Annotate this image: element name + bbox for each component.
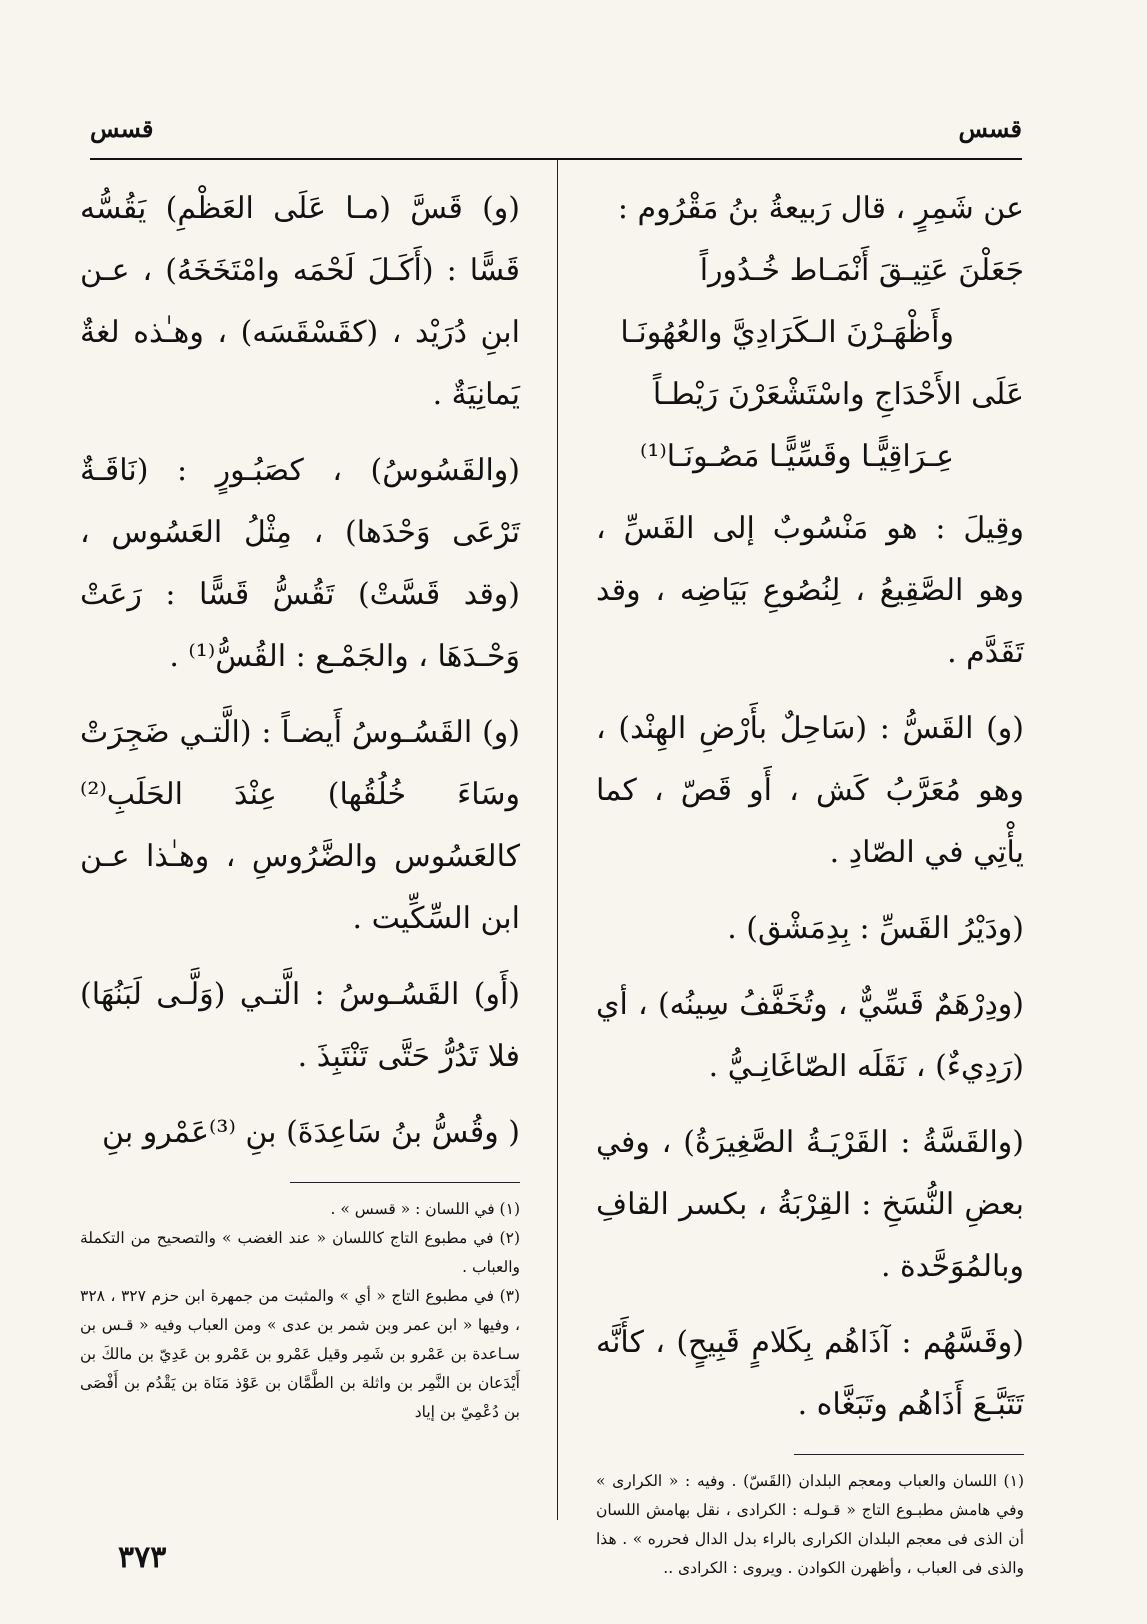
right-column bbox=[596, 178, 1024, 1583]
left-footnote-3: (٣) في مطبوع التاج « أي » والمثبت من جمهرة ابن حزم ٣٢٧ ، ٣٢٨ ، وفيها « ابن عمر وبن شمر بن عدى » ومن العباب وفيه « قـس بن سـاعدة بن عَمْرو بن شَمِر وقيل عَمْرو بن عَمْرو بن عَدِيّ بن مالكَ بن أَيْدَعان بن النَّمِر بن واثلة بن الطَّمَّان بن عَوْذ مَنَاة بن يَقْدُم بن أَفْصَى بن دُعْمِيّ بن إياد bbox=[80, 1287, 521, 1421]
footnote-rule bbox=[794, 1454, 1024, 1455]
right-paragraph-5: (ودِرْهَمٌ قَسِّيٌّ ، وتُخَفَّفُ سِينُه) ، أي (رَدِيءٌ) ، نَقَلَه الصّاغَانِـيُّ . bbox=[596, 987, 1024, 1084]
poetry-verse bbox=[596, 240, 1024, 488]
footnote-rule bbox=[290, 1182, 520, 1183]
right-paragraph-6: (والقَسَّةُ : القَرْيَـةُ الصَّغِيرَةُ) ، وفي بعضِ النُّسَخِ : القِرْبَةُ ، بكسر القافِ وبالمُوَحَّدة . bbox=[596, 1125, 1024, 1284]
page-header bbox=[90, 108, 1022, 148]
left-footnote-2: (٢) في مطبوع التاج كاللسان « عند الغضب » والتصحيح من التكملة والعباب . bbox=[80, 1229, 520, 1276]
right-footnote-1: (١) اللسان والعباب ومعجم البلدان (القَسّ) . وفيه : « الكرارى » وفي هامش مطبـوع التاج « قـولـه : الكرادى ، نقل بهامش اللسان أن الذى فى معجم البلدان الكرارى بالراء بدل الدال فحرره » . هذا والذى فى العباب ، وأظهرن الكوادن . ويروى : الكرادى .. bbox=[596, 1472, 1024, 1577]
verse-line-3: عَلَى الأَحْدَاجِ واسْتَشْعَرْنَ رَيْطـاً bbox=[652, 377, 1024, 412]
left-paragraph-2: (والقَسُوسُ) ، كصَبُـورٍ : (نَاقَـةٌ تَرْعَى وَحْدَها) ، مِثْلُ العَسُوس ، (وقد قَسَّتْ) تَقُسُّ قَسًّا : رَعَتْ وَحْـدَهَا ، والجَمْـع : القُسُّ⁽¹⁾ . bbox=[80, 453, 520, 674]
right-paragraph-7: (وقَسَّهُم : آذَاهُم بِكَلامٍ قَبِيحٍ) ، كأَنَّه تَتَبَّـعَ أَذَاهُم وتَبَغَّاه . bbox=[596, 1325, 1024, 1422]
left-paragraph-4: (أَو) القَسُـوسُ : الَّتـي (وَلَّـى لَبَنُهَا) فلا تَدُرُّ حَتَّى تَنْتَبِذَ . bbox=[80, 977, 520, 1074]
left-paragraph-5: ( وقُسُّ بنُ سَاعِدَةَ) بنِ ⁽³⁾عَمْرو بنِ bbox=[102, 1115, 520, 1150]
verse-line-4: عِـرَاقِيًّـا وقَسِّيًّـا مَصُـونَـا⁽¹⁾ bbox=[640, 439, 954, 474]
right-paragraph-2: وقِيلَ : هو مَنْسُوبٌ إلى القَسِّ ، وهو الصَّقِيعُ ، لِنُصُوعِ بَيَاضِه ، وقد تَقَدَّم . bbox=[596, 511, 1024, 670]
left-column bbox=[80, 178, 520, 1427]
header-title-left: قسس bbox=[90, 113, 154, 143]
verse-line-2: وأَظْهَـرْنَ الـكَرَادِيَّ والعُهُونَـا bbox=[620, 315, 954, 350]
page-number: ٣٧٣ bbox=[118, 1540, 167, 1575]
right-paragraph-3: (و) القَسُّ : (سَاحِلٌ بأَرْضِ الهِنْد) ، وهو مُعَرَّبُ كَش ، أَو قَصّ ، كما يأْتِي في الصّادِ . bbox=[596, 711, 1024, 870]
right-paragraph-1: عن شَمِرٍ ، قال رَبيعةُ بنُ مَقْرُوم : bbox=[617, 191, 1024, 226]
left-footnote-1: (١) في اللسان : « قسس » . bbox=[330, 1200, 520, 1218]
right-paragraph-4: (ودَيْرُ القَسِّ : بِدِمَشْق) . bbox=[727, 911, 1024, 946]
header-title-right: قسس bbox=[958, 113, 1022, 143]
left-paragraph-3: (و) القَسُـوسُ أَيضـاً : (الَّتـي ضَجِرَتْ وسَاءَ خُلُقُها) عِنْدَ الحَلَبِ⁽²⁾ كالعَسُوس والضَّرُوسِ ، وهـٰذا عـن ابن السِّكِّيت . bbox=[80, 715, 520, 936]
left-paragraph-1: (و) قَسَّ (مـا عَلَى العَظْمِ) يَقُسُّه قَسًّا : (أَكَـلَ لَحْمَه وامْتَخَخَهُ) ، عـن ابنِ دُرَيْد ، (كقَسْقَسَه) ، وهـٰذه لغةٌ يَمانِيَةٌ . bbox=[80, 191, 520, 412]
header-rule bbox=[90, 158, 1022, 160]
verse-line-1: جَعَلْنَ عَتِيـقَ أَنْمَـاط خُـدُوراً bbox=[699, 253, 1024, 288]
column-divider bbox=[557, 160, 558, 1520]
